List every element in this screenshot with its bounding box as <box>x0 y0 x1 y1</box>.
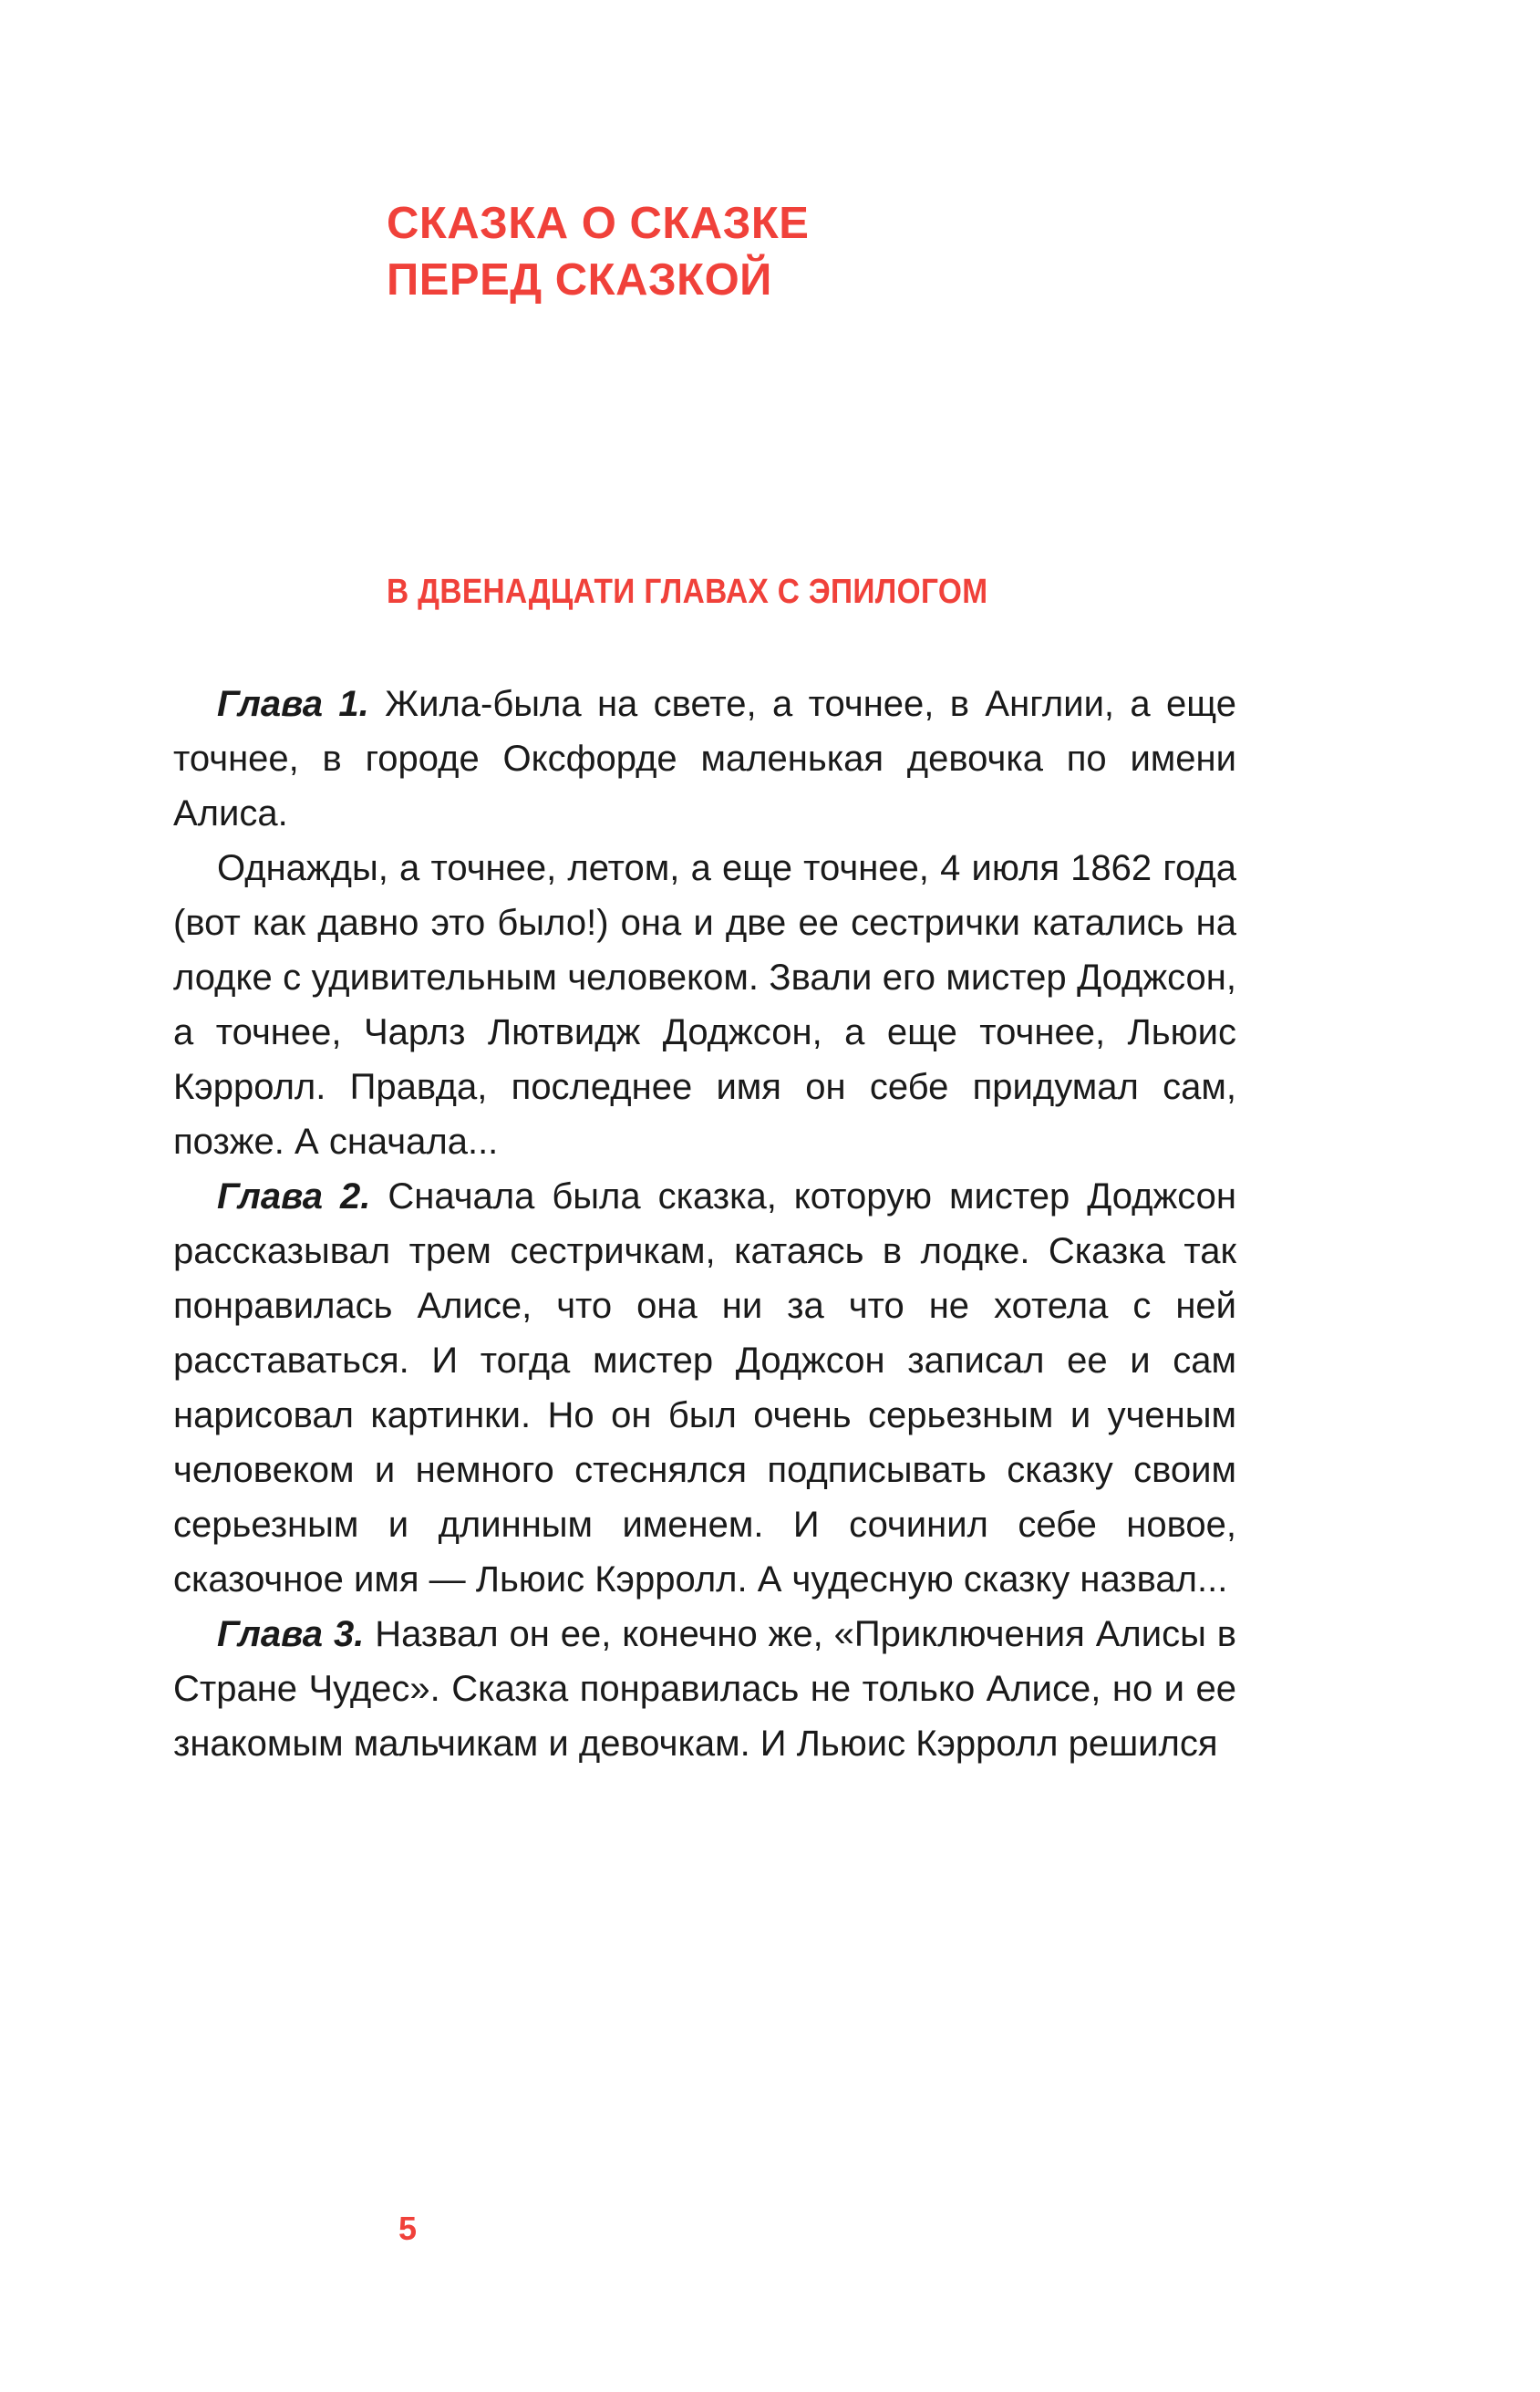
chapter-marker-2: Глава 2. <box>217 1176 371 1217</box>
chapter-marker-3: Глава 3. <box>217 1614 365 1654</box>
chapter-marker-1: Глава 1. <box>217 684 369 724</box>
paragraph-text-4: Назвал он ее, конечно же, «Приключения Алисы в Стране Чудес». Сказка понравилась не только Алисе, но и ее знакомым мальчикам и девочкам. И Льюис Кэрролл решился <box>173 1614 1236 1764</box>
paragraph-text-1: Жила-была на свете, а точнее, в Англии, а еще точнее, в городе Оксфорде маленькая девочка по имени Алиса. <box>173 684 1236 834</box>
page-title <box>387 195 1207 308</box>
paragraph-text-3: Сначала была сказка, которую мистер Доджсон рассказывал трем сестричкам, катаясь в лодке. Сказка так понравилась Алисе, что она ни за что не хотела с ней расставаться. И тогда мистер Доджсон записал ее и сам нарисовал картинки. Но он был очень серьезным и ученым человеком и немного стеснялся подписывать сказку своим серьезным и длинным именем. И сочинил себе новое, сказочное имя — Льюис Кэрролл. А чудесную сказку назвал... <box>173 1176 1236 1600</box>
paragraph-chapter-2 <box>173 1169 1236 1607</box>
paragraph-chapter-3 <box>173 1607 1236 1771</box>
page-title-line-1: СКАЗКА О СКАЗКЕ <box>387 199 810 248</box>
page-number: 5 <box>398 2210 418 2247</box>
page-title-line-2: ПЕРЕД СКАЗКОЙ <box>387 255 772 305</box>
page-subtitle: В ДВЕНАДЦАТИ ГЛАВАХ С ЭПИЛОГОМ <box>387 573 988 611</box>
body-text-column <box>173 677 1236 1771</box>
paragraph-text-2: Однажды, а точнее, летом, а еще точнее, 4 июля 1862 года (вот как давно это было!) она и две ее сестрички катались на лодке с удивительным человеком. Звали его мистер Доджсон, а точнее, Чарлз Лютвидж Доджсон, а еще точнее, Льюис Кэрролл. Правда, последнее имя он себе придумал сам, позже. А сначала... <box>173 848 1236 1162</box>
paragraph-chapter-1 <box>173 677 1236 841</box>
paragraph-narrative-1 <box>173 841 1236 1169</box>
